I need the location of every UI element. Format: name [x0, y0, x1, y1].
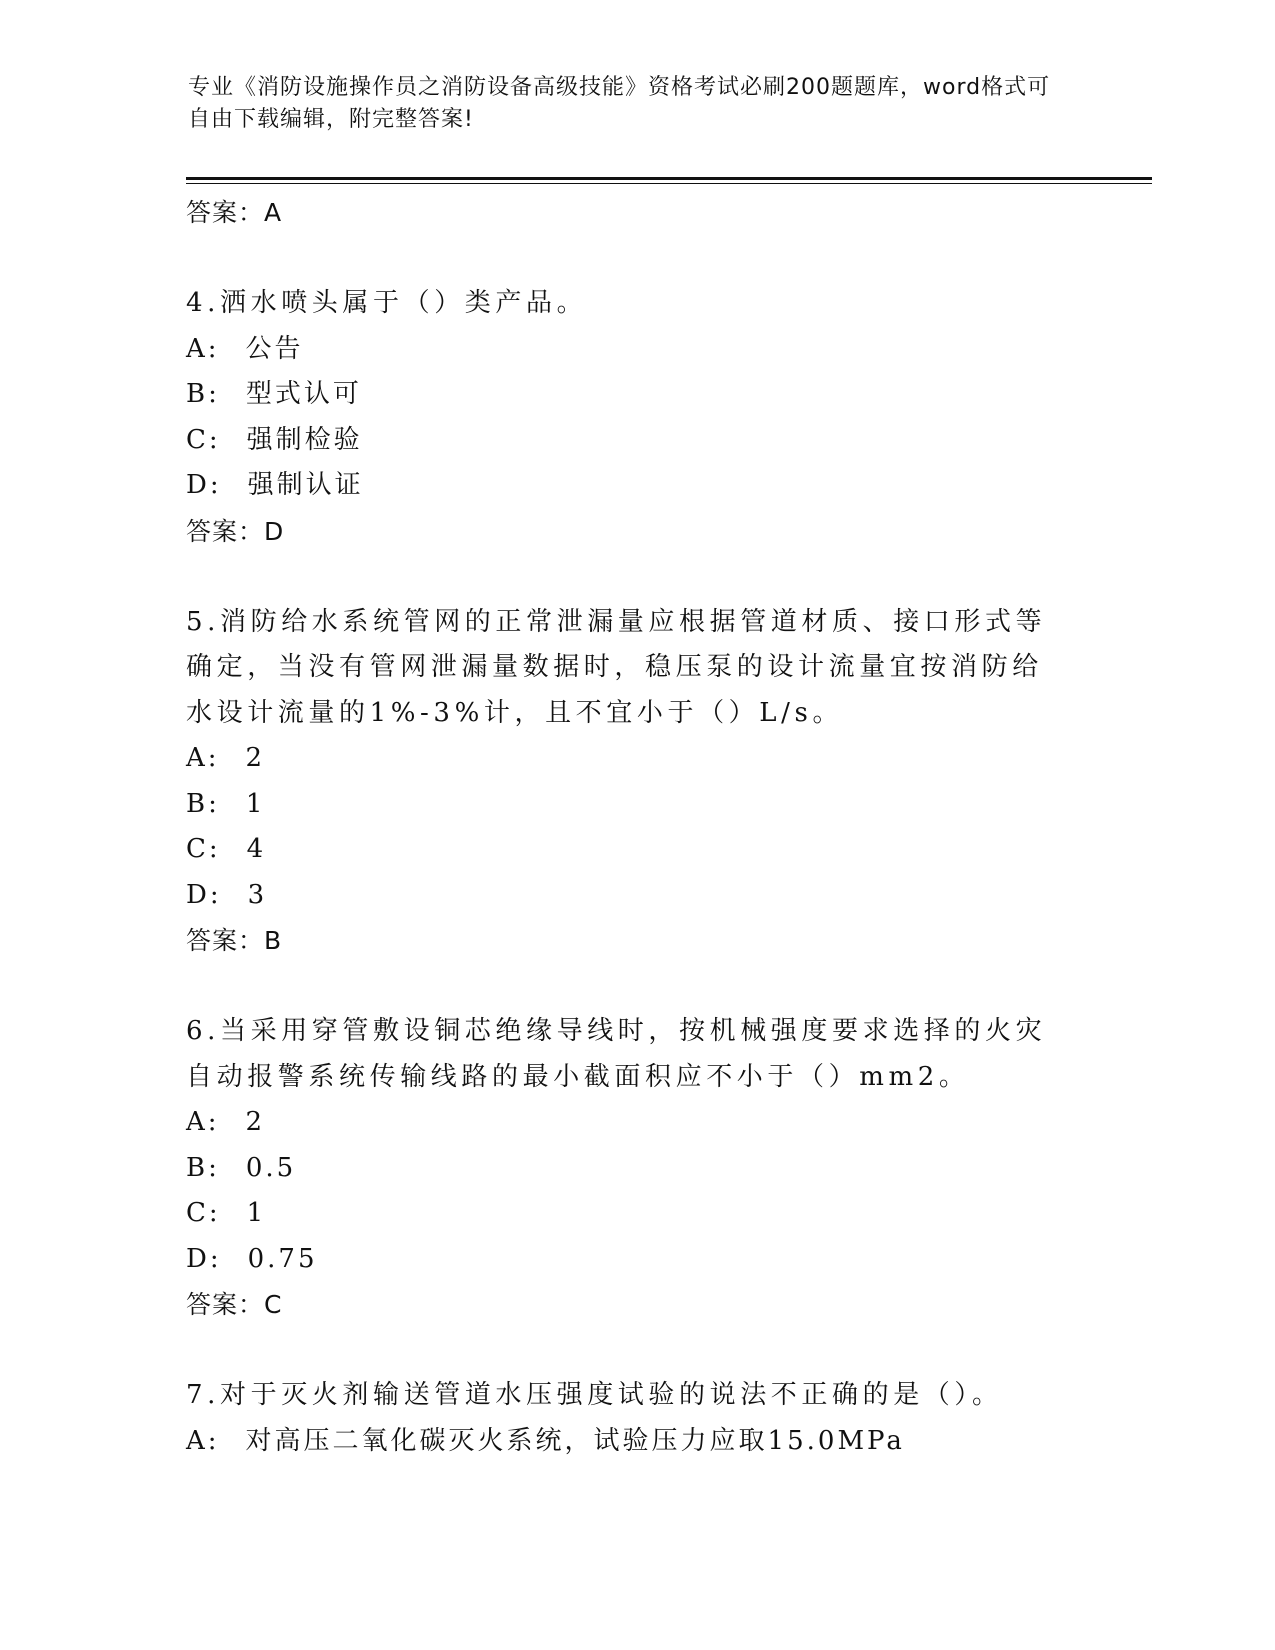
question-block: [186, 1009, 1086, 1327]
option-letter: A:: [186, 1425, 220, 1456]
option-text: 型式认可: [245, 379, 362, 409]
option-letter: C:: [186, 1198, 221, 1228]
option-letter: C:: [186, 834, 221, 864]
option-text: 0.5: [245, 1152, 297, 1183]
option-letter: B:: [186, 379, 220, 409]
question-text: 6.当采用穿管敷设铜芯绝缘导线时，按机械强度要求选择的火灾自动报警系统传输线路的最小截面积应不小于（）mm2。: [186, 1016, 1047, 1092]
header-rule-thin: [186, 183, 1152, 184]
question-text: 4.洒水喷头属于（）类产品。: [186, 288, 588, 318]
answer-line: 答案：C: [186, 1290, 283, 1319]
option-text: 2: [245, 743, 266, 773]
option-item: [186, 327, 1086, 373]
option-item: [186, 372, 1086, 418]
option-text: 对高压二氧化碳灭火系统，试验压力应取15.0MPa: [245, 1425, 905, 1456]
option-item: [186, 782, 1086, 828]
option-item: [186, 463, 1086, 509]
option-item: [186, 873, 1086, 919]
option-letter: B:: [186, 788, 220, 819]
question-text: 7.对于灭火剂输送管道水压强度试验的说法不正确的是（）。: [186, 1380, 1003, 1410]
option-item: [186, 827, 1086, 873]
option-text: 强制认证: [247, 470, 364, 500]
option-item: [186, 1100, 1086, 1146]
option-letter: B:: [186, 1152, 220, 1183]
option-text: 1: [246, 1198, 267, 1228]
option-text: 3: [247, 879, 268, 910]
header-rule-thick: [186, 177, 1152, 180]
option-item: [186, 418, 1086, 464]
answer-line: 答案：B: [186, 926, 283, 955]
document-header: 专业《消防设施操作员之消防设备高级技能》资格考试必刷200题题库，word格式可自由下载编辑，附完整答案!: [188, 75, 1051, 132]
option-text: 1: [245, 788, 266, 819]
question-list: [186, 190, 1086, 1464]
option-letter: A:: [186, 743, 220, 773]
option-text: 0.75: [247, 1243, 318, 1274]
option-text: 公告: [245, 333, 304, 364]
option-letter: A:: [186, 333, 220, 364]
option-letter: D:: [186, 879, 222, 910]
question-block: [186, 1373, 1086, 1464]
option-item: [186, 1146, 1086, 1192]
option-item: [186, 1419, 1086, 1465]
option-text: 强制检验: [246, 424, 363, 455]
option-letter: C:: [186, 424, 221, 455]
question-block: [186, 281, 1086, 554]
option-item: [186, 1191, 1086, 1237]
question-text: 5.消防给水系统管网的正常泄漏量应根据管道材质、接口形式等确定，当没有管网泄漏量数据时，稳压泵的设计流量宜按消防给水设计流量的1%-3%计，且不宜小于（）L/s。: [186, 606, 1047, 728]
option-item: [186, 736, 1086, 782]
option-item: [186, 1237, 1086, 1283]
option-letter: A:: [186, 1107, 220, 1137]
option-letter: D:: [186, 1243, 222, 1274]
answer-line: 答案：D: [186, 516, 285, 546]
question-block: [186, 600, 1086, 964]
option-text: 4: [246, 834, 267, 864]
option-text: 2: [245, 1107, 266, 1137]
answer-line: 答案：A: [186, 198, 283, 227]
option-letter: D:: [186, 470, 222, 500]
